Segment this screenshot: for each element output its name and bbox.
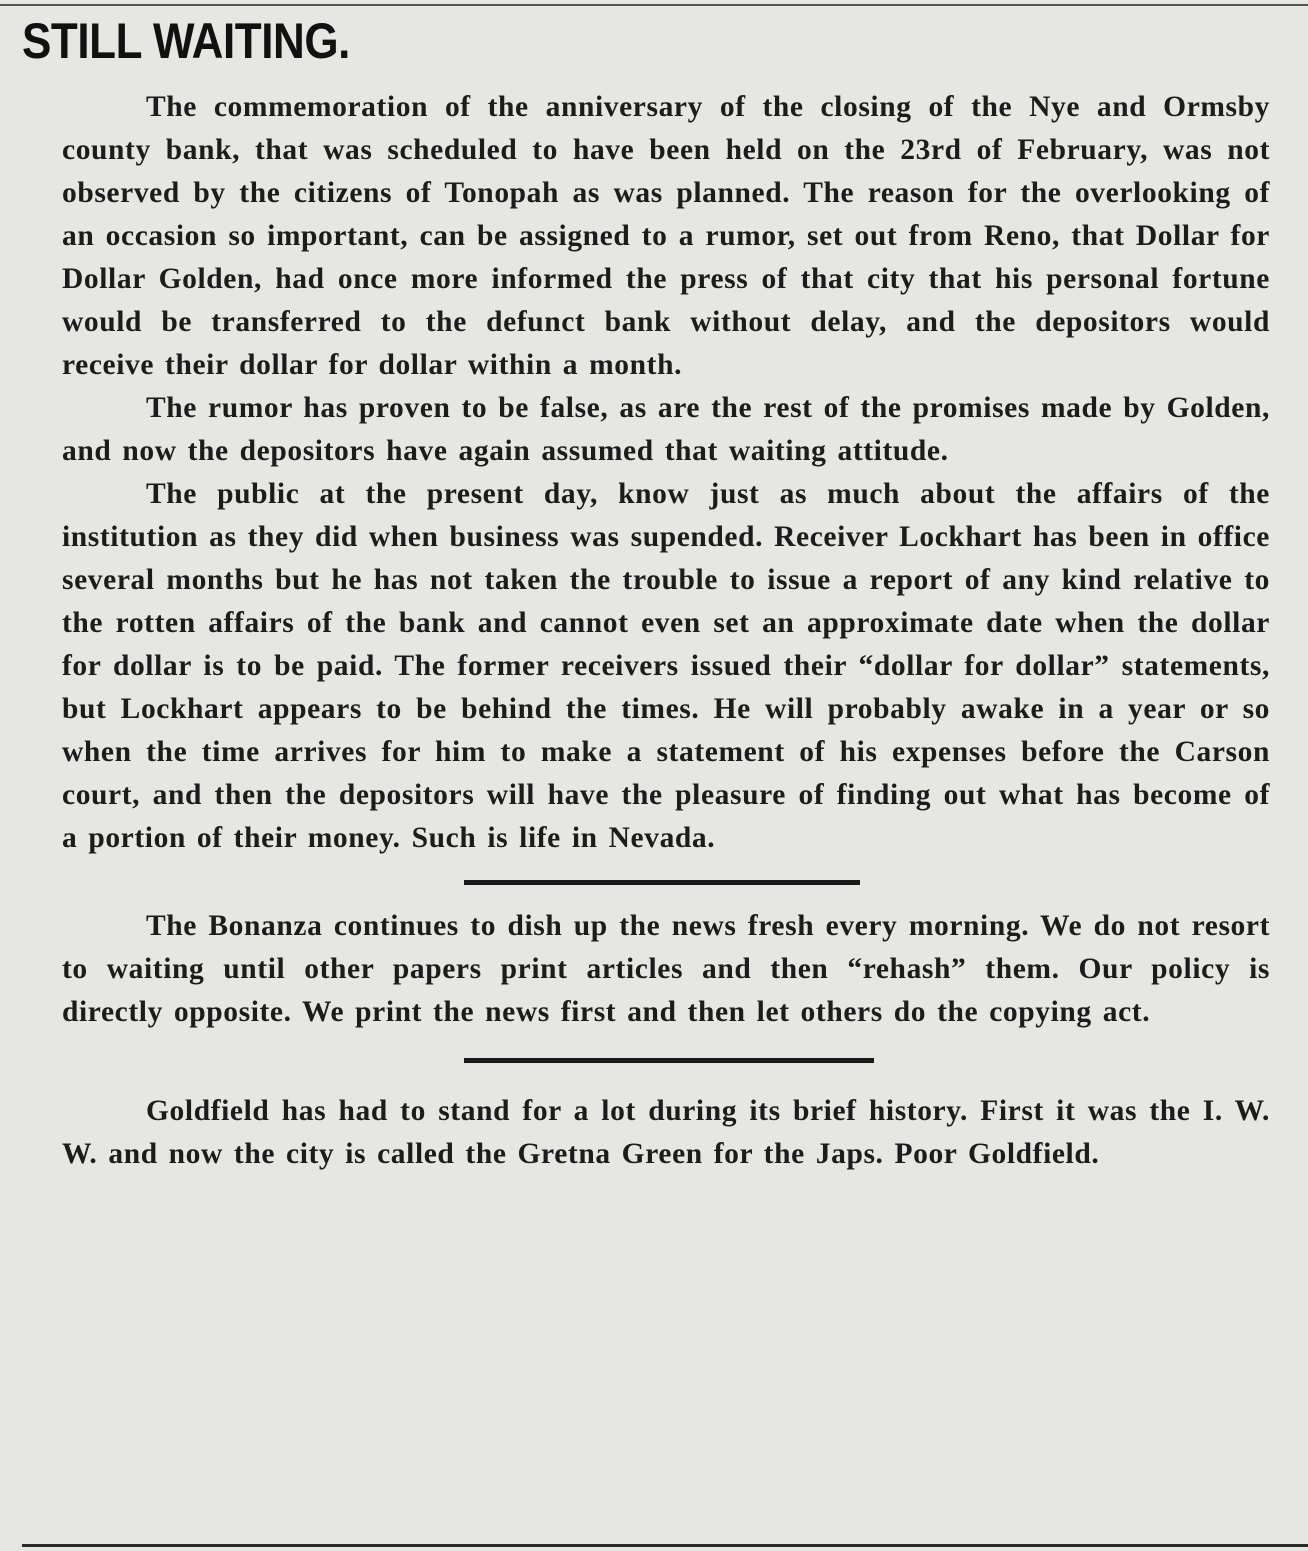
article-paragraph-2: The rumor has proven to be false, as are the rest of the promises made by Golden, and now the depositors have again assumed that waiting attitude.	[62, 392, 1270, 467]
article-column	[62, 86, 1270, 1176]
bottom-column-rule	[22, 1544, 1308, 1547]
bonanza-item: The Bonanza continues to dish up the news fresh every morning. We do not resort to waiting until other papers print articles and then “rehash” them. Our policy is directly opposite. We print the news first and then let others do the copying act.	[62, 910, 1270, 1028]
article-paragraph-3: The public at the present day, know just as much about the affairs of the institution as they did when business was supended. Receiver Lockhart has been in office several months but he has not taken the trouble to issue a report of any kind relative to the rotten affairs of the bank and cannot even set an approximate date when the dollar for dollar is to be paid. The former receivers issued their “dollar for dollar” statements, but Lockhart appears to be behind the times. He will probably awake in a year or so when the time arrives for him to make a statement of his expenses before the Carson court, and then the depositors will have the pleasure of finding out what has become of a portion of their money. Such is life in Nevada.	[62, 478, 1270, 854]
goldfield-item: Goldfield has had to stand for a lot during its brief history. First it was the I. W. W. and now the city is called the Gretna Green for the Japs. Poor Goldfield.	[62, 1095, 1270, 1170]
headline: STILL WAITING.	[22, 13, 350, 69]
section-divider	[464, 1058, 874, 1063]
top-column-rule	[0, 4, 1308, 6]
section-divider	[464, 880, 860, 885]
article-paragraph-1: The commemoration of the anniversary of the closing of the Nye and Ormsby county bank, that was scheduled to have been held on the 23rd of February, was not observed by the citizens of Tonopah as was planned. The reason for the overlooking of an occasion so important, can be assigned to a rumor, set out from Reno, that Dollar for Dollar Golden, had once more informed the press of that city that his personal fortune would be transferred to the defunct bank without delay, and the depositors would receive their dollar for dollar within a month.	[62, 91, 1270, 381]
